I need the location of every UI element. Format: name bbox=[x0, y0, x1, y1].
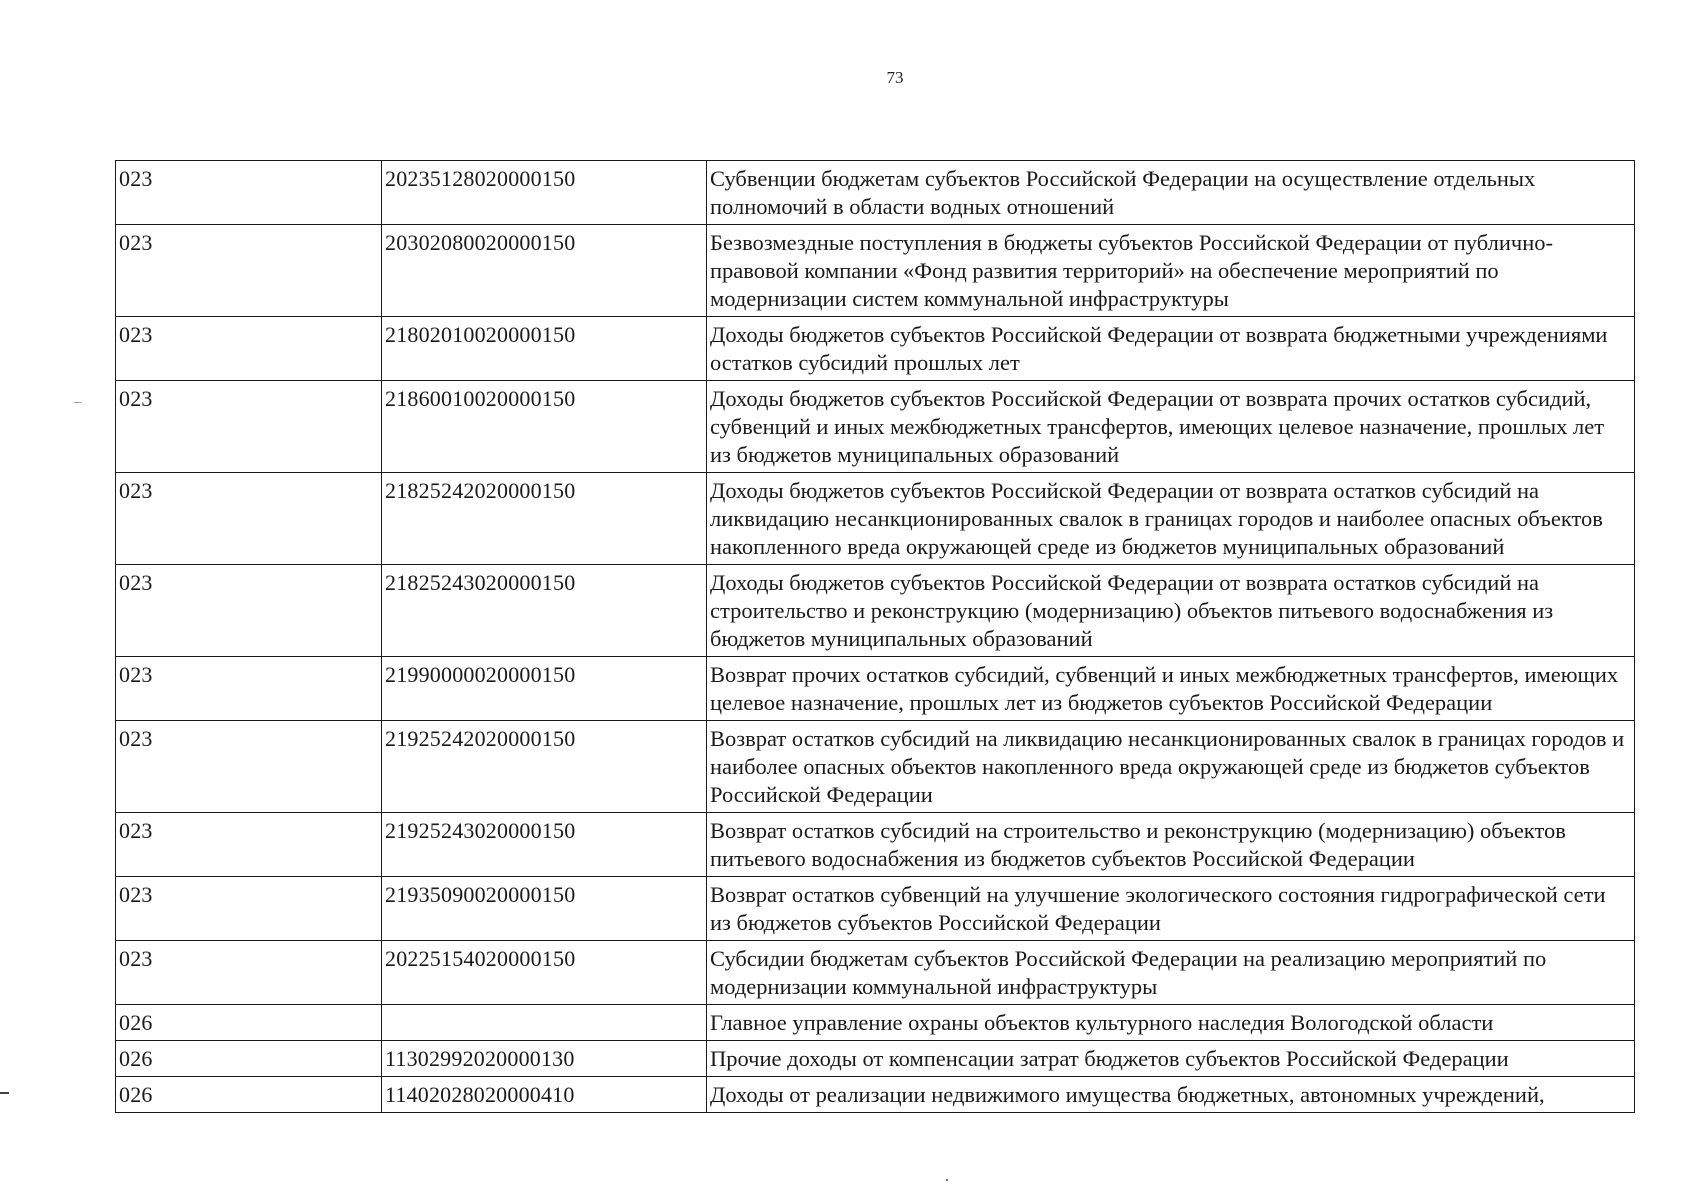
table-row bbox=[116, 657, 1635, 721]
kbk-code-cell: 21825242020000150 bbox=[382, 473, 707, 565]
table-row bbox=[116, 565, 1635, 657]
table-row bbox=[116, 1041, 1635, 1077]
description-cell: Возврат остатков субсидий на строительство и реконструкцию (модернизацию) объектов питьевого водоснабжения из бюджетов субъектов Российской Федерации bbox=[707, 813, 1635, 877]
table-row bbox=[116, 473, 1635, 565]
kbk-code-cell: 20225154020000150 bbox=[382, 941, 707, 1005]
table-row bbox=[116, 317, 1635, 381]
admin-code-cell: 023 bbox=[116, 317, 382, 381]
kbk-code-cell bbox=[382, 1005, 707, 1041]
scan-margin-dash bbox=[0, 1092, 9, 1094]
description-cell: Возврат остатков субсидий на ликвидацию несанкционированных свалок в границах городов и наиболее опасных объектов накопленного вреда окружающей среде из бюджетов субъектов Российской Федерации bbox=[707, 721, 1635, 813]
description-cell: Доходы от реализации недвижимого имущества бюджетных, автономных учреждений, bbox=[707, 1077, 1635, 1113]
table-row bbox=[116, 813, 1635, 877]
table-row bbox=[116, 941, 1635, 1005]
description-cell: Прочие доходы от компенсации затрат бюджетов субъектов Российской Федерации bbox=[707, 1041, 1635, 1077]
admin-code-cell: 023 bbox=[116, 721, 382, 813]
description-cell: Доходы бюджетов субъектов Российской Федерации от возврата остатков субсидий на строительство и реконструкцию (модернизацию) объектов питьевого водоснабжения из бюджетов муниципальных образований bbox=[707, 565, 1635, 657]
kbk-code-cell: 11302992020000130 bbox=[382, 1041, 707, 1077]
description-cell: Доходы бюджетов субъектов Российской Федерации от возврата прочих остатков субсидий, субвенций и иных межбюджетных трансфертов, имеющих целевое назначение, прошлых лет из бюджетов муниципальных образований bbox=[707, 381, 1635, 473]
description-cell: Возврат остатков субвенций на улучшение экологического состояния гидрографической сети из бюджетов субъектов Российской Федерации bbox=[707, 877, 1635, 941]
table-row bbox=[116, 721, 1635, 813]
admin-code-cell: 026 bbox=[116, 1077, 382, 1113]
description-cell: Субвенции бюджетам субъектов Российской Федерации на осуществление отдельных полномочий в области водных отношений bbox=[707, 161, 1635, 225]
description-cell: Доходы бюджетов субъектов Российской Федерации от возврата бюджетными учреждениями остатков субсидий прошлых лет bbox=[707, 317, 1635, 381]
admin-code-cell: 023 bbox=[116, 941, 382, 1005]
admin-code-cell: 023 bbox=[116, 565, 382, 657]
admin-code-cell: 023 bbox=[116, 161, 382, 225]
description-cell: Безвозмездные поступления в бюджеты субъектов Российской Федерации от публично-правовой компании «Фонд развития территорий» на обеспечение мероприятий по модернизации систем коммунальной инфраструктуры bbox=[707, 225, 1635, 317]
admin-code-cell: 023 bbox=[116, 225, 382, 317]
admin-code-cell: 023 bbox=[116, 877, 382, 941]
admin-code-cell: 026 bbox=[116, 1005, 382, 1041]
scan-margin-dot bbox=[74, 402, 81, 403]
admin-code-cell: 026 bbox=[116, 1041, 382, 1077]
scan-bottom-dot bbox=[946, 1179, 948, 1181]
kbk-code-cell: 11402028020000410 bbox=[382, 1077, 707, 1113]
admin-code-cell: 023 bbox=[116, 657, 382, 721]
table-row bbox=[116, 877, 1635, 941]
kbk-code-cell: 21990000020000150 bbox=[382, 657, 707, 721]
kbk-code-cell: 20235128020000150 bbox=[382, 161, 707, 225]
table-row bbox=[116, 1077, 1635, 1113]
description-cell: Возврат прочих остатков субсидий, субвенций и иных межбюджетных трансфертов, имеющих целевое назначение, прошлых лет из бюджетов субъектов Российской Федерации bbox=[707, 657, 1635, 721]
table-row bbox=[116, 161, 1635, 225]
page-number: 73 bbox=[886, 68, 904, 87]
table-row bbox=[116, 1005, 1635, 1041]
kbk-code-cell: 21935090020000150 bbox=[382, 877, 707, 941]
admin-code-cell: 023 bbox=[116, 813, 382, 877]
kbk-code-cell: 21925242020000150 bbox=[382, 721, 707, 813]
description-cell: Субсидии бюджетам субъектов Российской Федерации на реализацию мероприятий по модернизации коммунальной инфраструктуры bbox=[707, 941, 1635, 1005]
budget-codes-table-body bbox=[116, 161, 1635, 1113]
kbk-code-cell: 20302080020000150 bbox=[382, 225, 707, 317]
kbk-code-cell: 21860010020000150 bbox=[382, 381, 707, 473]
table-row bbox=[116, 381, 1635, 473]
description-cell: Главное управление охраны объектов культурного наследия Вологодской области bbox=[707, 1005, 1635, 1041]
kbk-code-cell: 21802010020000150 bbox=[382, 317, 707, 381]
budget-codes-table bbox=[115, 160, 1635, 1113]
table-row bbox=[116, 225, 1635, 317]
admin-code-cell: 023 bbox=[116, 381, 382, 473]
kbk-code-cell: 21825243020000150 bbox=[382, 565, 707, 657]
kbk-code-cell: 21925243020000150 bbox=[382, 813, 707, 877]
admin-code-cell: 023 bbox=[116, 473, 382, 565]
description-cell: Доходы бюджетов субъектов Российской Федерации от возврата остатков субсидий на ликвидацию несанкционированных свалок в границах городов и наиболее опасных объектов накопленного вреда окружающей среде из бюджетов муниципальных образований bbox=[707, 473, 1635, 565]
